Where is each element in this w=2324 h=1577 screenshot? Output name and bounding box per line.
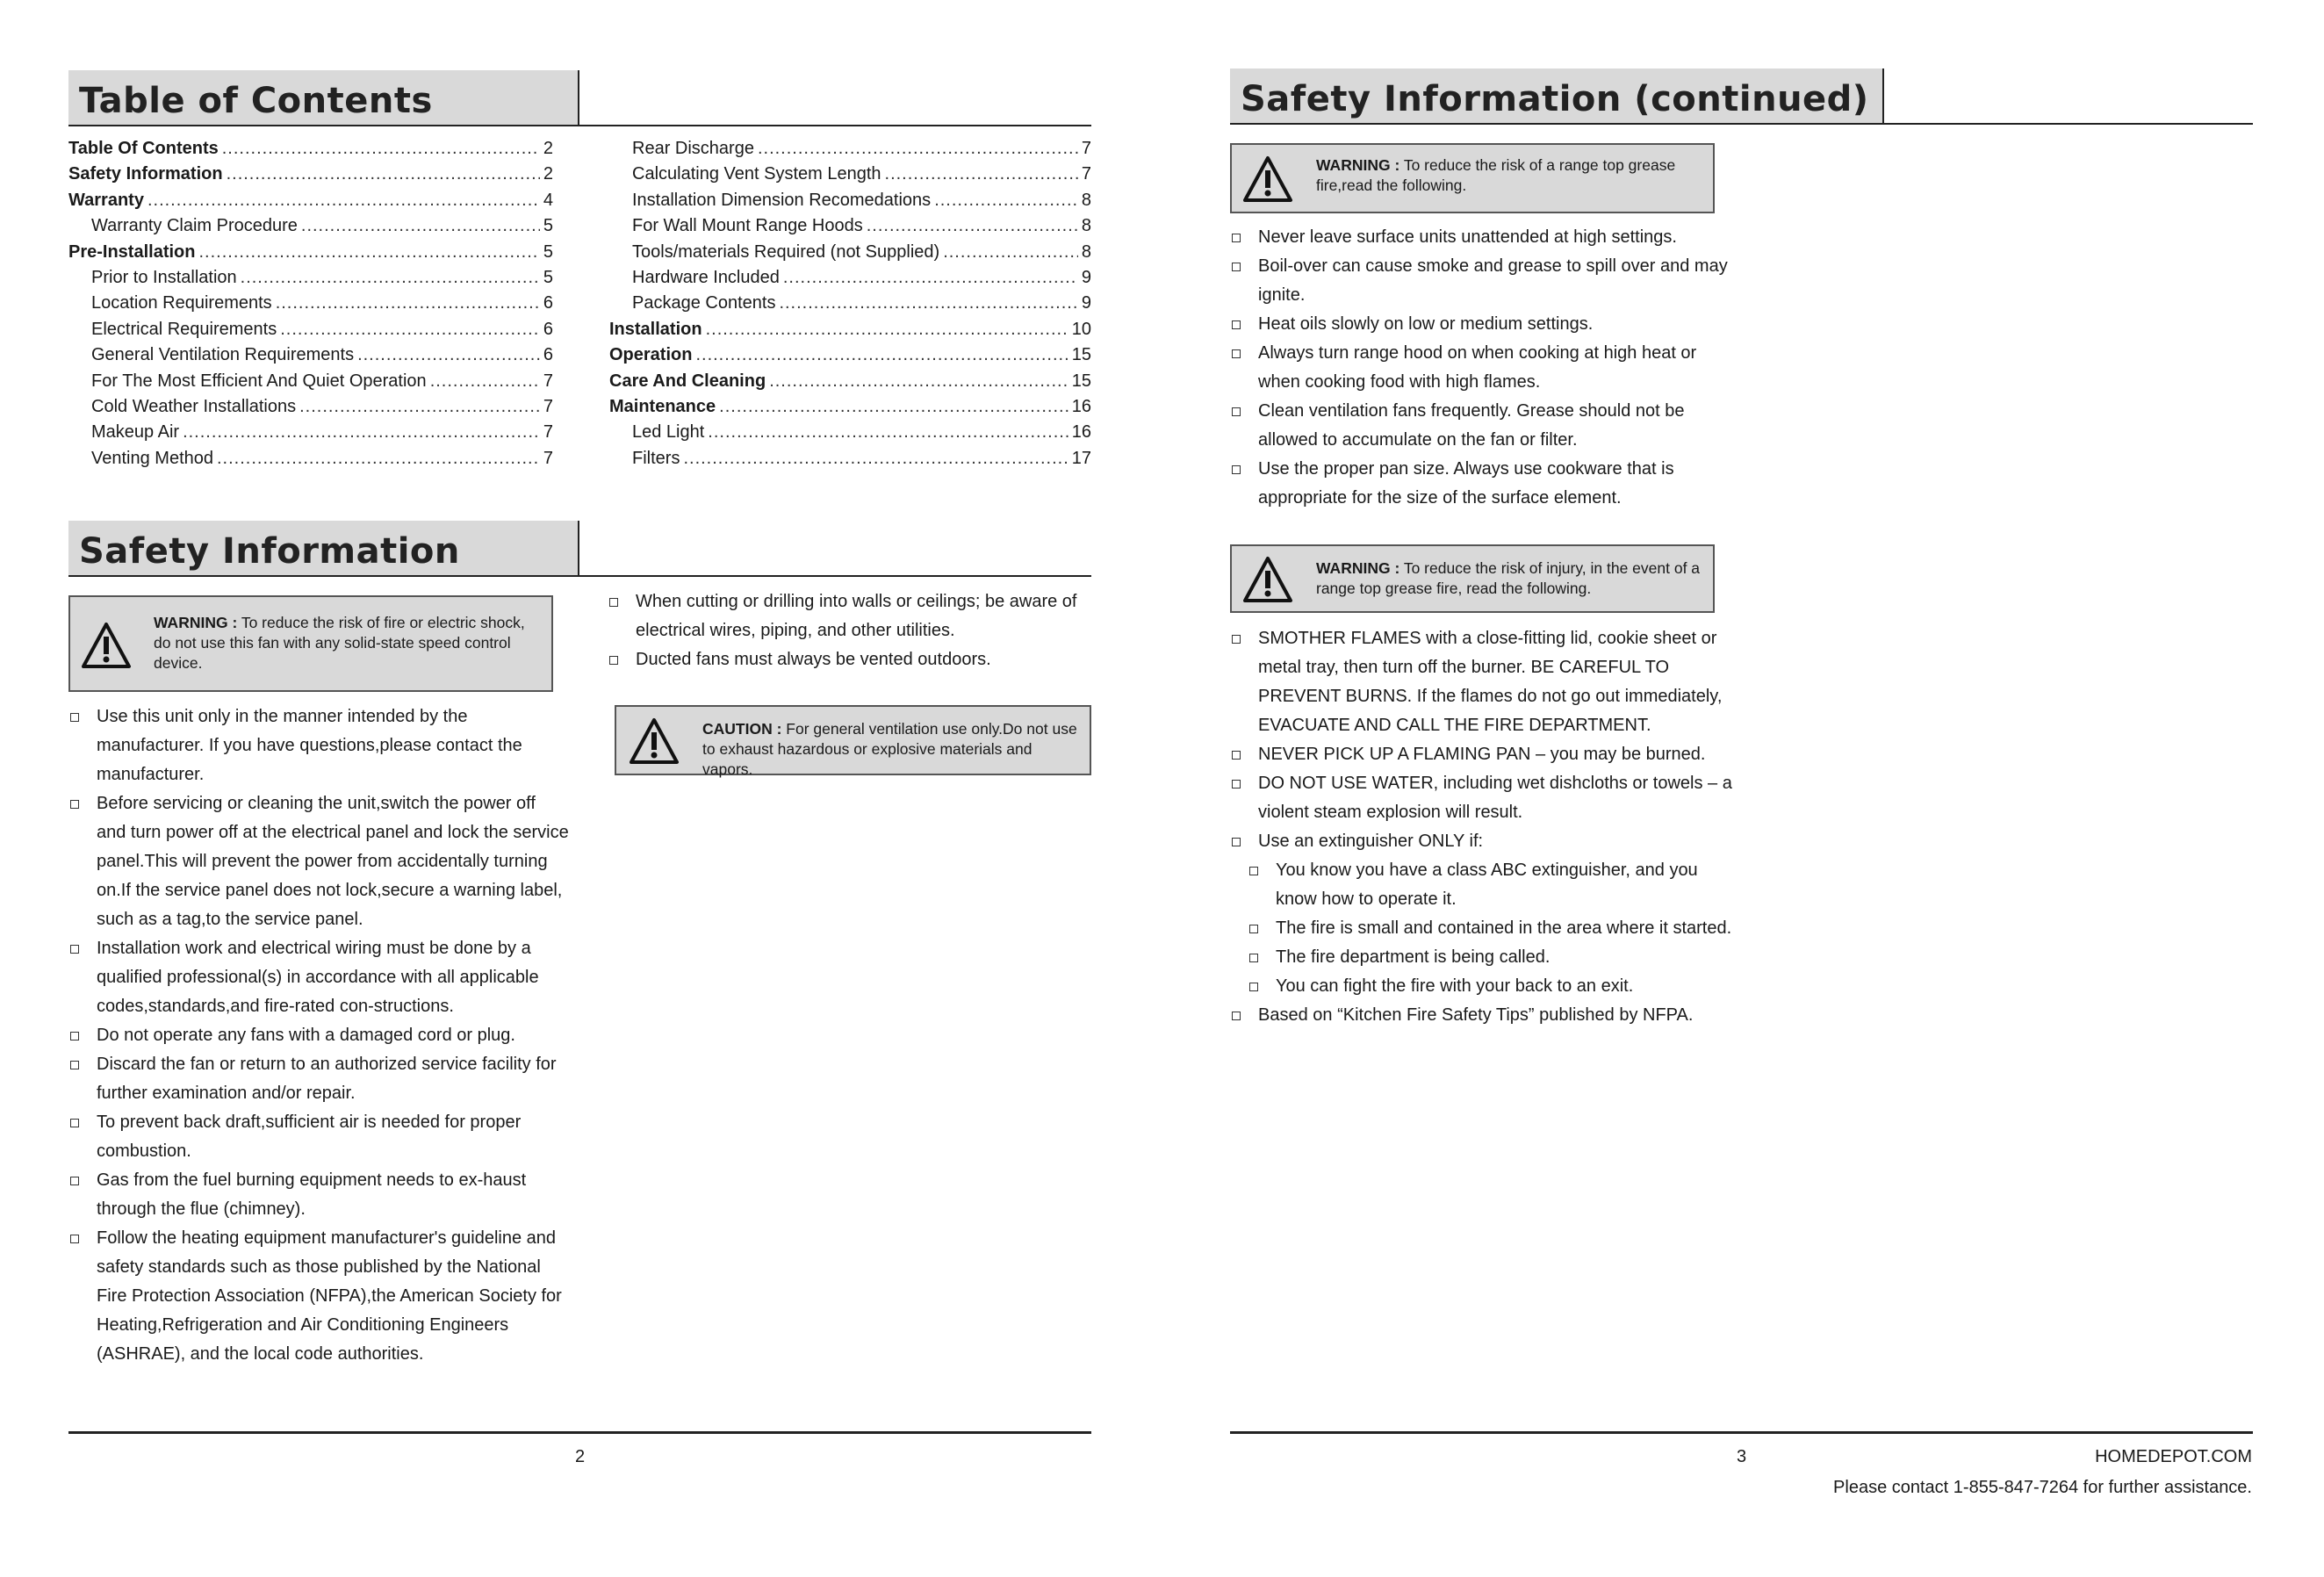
toc-header [68,70,1091,126]
checkbox-bullet-icon [70,713,79,722]
warning2-text: To reduce the risk of a range top grease fire,read the following. [1316,156,1676,194]
toc-entry-page: 5 [543,241,553,262]
checkbox-bullet-icon [1232,780,1241,788]
checkbox-bullet-icon [1232,407,1241,416]
caution-label: CAUTION : [702,720,782,738]
toc-column-2 [609,139,1091,474]
checkbox-bullet-icon [70,1061,79,1069]
bullet-item [1230,339,1739,397]
toc-entry-label: Location Requirements [91,293,272,313]
toc-entry-label: Care And Cleaning [609,371,766,391]
checkbox-bullet-icon [70,1032,79,1041]
toc-title: Table of Contents [79,81,433,121]
footer-contact: Please contact 1-855-847-7264 for further assistance. [1833,1478,2252,1497]
bullet-item [1230,914,1739,943]
toc-entry-page: 5 [543,216,553,236]
checkbox-bullet-icon [70,1119,79,1127]
bullet-item [1230,769,1739,827]
toc-entry[interactable] [609,191,1091,216]
safety-title: Safety Information [79,531,460,572]
toc-leader-dots [183,422,540,443]
toc-entry-page: 10 [1071,319,1091,339]
checkbox-bullet-icon [1232,635,1241,644]
toc-entry-label: Pre-Installation [68,241,196,262]
toc-leader-dots [299,397,540,417]
toc-entry[interactable] [68,216,553,241]
bullet-text: Follow the heating equipment manufacturer's guideline and safety standards such as those published by the National Fire Protection Association (NFPA),the American Society for Heating,Refrigeration and Air Conditioning Engineers (ASHRAE), and the local code authorities. [97,1228,562,1364]
toc-entry-label: Hardware Included [632,267,780,287]
bullet-item [1230,223,1739,252]
toc-leader-dots [222,139,540,159]
toc-leader-dots [217,449,540,469]
toc-entry[interactable] [68,191,553,216]
bullet-text: Heat oils slowly on low or medium settings. [1258,314,1594,334]
toc-leader-dots [357,345,540,365]
bullet-item [1230,455,1739,513]
bullet-text: To prevent back draft,sufficient air is needed for proper combustion. [97,1113,522,1161]
toc-entry-page: 6 [543,293,553,313]
checkbox-bullet-icon [70,945,79,954]
toc-entry-label: Table Of Contents [68,139,219,158]
toc-entry-label: Warranty [68,190,144,210]
checkbox-bullet-icon [1232,263,1241,271]
toc-column-1 [68,139,553,474]
bullet-item [608,587,1099,645]
bullet-item [1230,1001,1739,1030]
toc-entry[interactable] [609,293,1091,319]
bullet-text: Ducted fans must always be vented outdoors. [636,650,991,669]
checkbox-bullet-icon [1249,867,1258,875]
bullet-item [1230,943,1739,972]
bullet-text: The fire is small and contained in the area where it started. [1276,918,1732,938]
toc-leader-dots [430,371,540,392]
toc-entry[interactable] [68,397,553,422]
bullet-item [1230,740,1739,769]
toc-leader-dots [934,191,1078,211]
checkbox-bullet-icon [1232,234,1241,242]
bullet-item [68,1050,569,1108]
bullet-text: Gas from the fuel burning equipment needs to ex-haust through the flue (chimney). [97,1170,527,1219]
checkbox-bullet-icon [1232,465,1241,474]
bullet-text: Use an extinguisher ONLY if: [1258,832,1484,851]
toc-leader-dots [301,216,540,236]
toc-entry[interactable] [609,345,1091,371]
toc-entry[interactable] [68,371,553,397]
toc-entry-page: 6 [543,319,553,339]
toc-leader-dots [885,164,1078,184]
bullet-text: Before servicing or cleaning the unit,switch the power off and turn power off at the electrical panel and lock the service panel.This will prevent the power from accidentally turning on.If the service panel does not lock,secure a warning label, such as a tag,to the service panel. [97,794,569,929]
toc-entry[interactable] [68,268,553,293]
toc-entry[interactable] [609,320,1091,345]
toc-entry-page: 5 [543,267,553,287]
toc-entry-page: 9 [1081,267,1091,287]
bullet-text: Never leave surface units unattended at high settings. [1258,227,1677,247]
toc-leader-dots [147,191,540,211]
toc-entry[interactable] [609,164,1091,190]
toc-entry-label: Makeup Air [91,422,180,443]
toc-entry-label: Maintenance [609,396,716,416]
safety-list-col2 [608,587,1099,674]
bullet-item [1230,252,1739,310]
checkbox-bullet-icon [1232,320,1241,329]
bullet-item [1230,624,1739,740]
toc-entry-label: Venting Method [91,448,213,468]
bullet-text: Clean ventilation fans frequently. Grease should not be allowed to accumulate on the fan or filter. [1258,401,1685,450]
toc-entry[interactable] [609,371,1091,397]
checkbox-bullet-icon [70,1177,79,1185]
toc-entry[interactable] [609,242,1091,268]
toc-entry-page: 4 [543,190,553,210]
checkbox-bullet-icon [1249,954,1258,962]
safety-continued-header [1230,68,2253,125]
toc-leader-dots [783,268,1078,288]
right-page-number: 3 [1737,1447,1747,1466]
bullet-text: Use the proper pan size. Always use cookware that is appropriate for the size of the surface element. [1258,459,1674,508]
bullet-item [1230,856,1739,914]
toc-entry-page: 15 [1071,371,1091,391]
bullet-text: You can fight the fire with your back to an exit. [1276,976,1634,996]
toc-entry-page: 15 [1071,345,1091,365]
bullet-text: Based on “Kitchen Fire Safety Tips” published by NFPA. [1258,1005,1694,1025]
bullet-item [68,1166,569,1224]
bullet-item [1230,972,1739,1001]
toc-entry[interactable] [68,422,553,448]
toc-entry-page: 6 [543,345,553,365]
bullet-text: Always turn range hood on when cooking at high heat or when cooking food with high flames. [1258,343,1697,392]
bullet-text: DO NOT USE WATER, including wet dishcloths or towels – a violent steam explosion will result. [1258,774,1732,822]
toc-entry[interactable] [68,164,553,190]
toc-leader-dots [758,139,1078,159]
toc-entry[interactable] [609,422,1091,448]
toc-leader-dots [779,293,1077,313]
checkbox-bullet-icon [1232,349,1241,358]
toc-entry-label: Rear Discharge [632,139,754,158]
toc-entry-page: 16 [1071,422,1091,443]
toc-entry-page: 17 [1071,448,1091,468]
toc-leader-dots [769,371,1068,392]
bullet-item [1230,310,1739,339]
bullet-item [68,1108,569,1166]
warning-icon [1242,556,1293,603]
toc-entry[interactable] [68,345,553,371]
toc-entry-label: Safety Information [68,164,223,184]
checkbox-bullet-icon [70,800,79,809]
toc-entry-page: 7 [543,448,553,468]
toc-leader-dots [867,216,1078,236]
bullet-text: Discard the fan or return to an authorized service facility for further examination and/or repair. [97,1055,557,1103]
toc-entry-page: 7 [543,422,553,443]
toc-entry-page: 2 [543,139,553,158]
bullet-text: You know you have a class ABC extinguisher, and you know how to operate it. [1276,861,1698,909]
toc-entry-label: Tools/materials Required (not Supplied) [632,241,940,262]
bullet-text: The fire department is being called. [1276,947,1551,967]
toc-entry-page: 8 [1081,241,1091,262]
toc-entry-label: For The Most Efficient And Quiet Operation [91,371,427,391]
warning-injury [1230,544,1715,613]
toc-entry[interactable] [609,216,1091,241]
toc-entry-label: Calculating Vent System Length [632,164,881,184]
warning1-text: To reduce the risk of fire or electric shock, do not use this fan with any solid-state speed control device. [154,614,525,672]
left-page-number: 2 [575,1447,586,1466]
toc-leader-dots [227,164,540,184]
toc-leader-dots [683,449,1068,469]
toc-entry-label: Installation [609,319,702,339]
footer-site: HOMEDEPOT.COM [2095,1447,2252,1466]
warning3-text: To reduce the risk of injury, in the event of a range top grease fire, read the following. [1316,559,1701,597]
toc-leader-dots [706,320,1068,340]
bullet-text: Do not operate any fans with a damaged cord or plug. [97,1026,515,1045]
toc-entry-page: 2 [543,164,553,184]
warning-icon [1242,155,1293,203]
checkbox-bullet-icon [1232,751,1241,760]
caution-text: For general ventilation use only.Do not use to exhaust hazardous or explosive materials and vapors. [702,720,1077,778]
toc-leader-dots [276,293,540,313]
bullet-text: Use this unit only in the manner intended by the manufacturer. If you have questions,please contact the manufacturer. [97,707,522,784]
checkbox-bullet-icon [609,598,618,607]
safety-continued-title: Safety Information (continued) [1241,79,1869,119]
checkbox-bullet-icon [1249,983,1258,991]
toc-entry[interactable] [609,268,1091,293]
caution-box [615,705,1091,778]
toc-leader-dots [280,320,540,340]
toc-leader-dots [198,242,539,263]
toc-entry-page: 9 [1081,293,1091,313]
toc-entry[interactable] [68,293,553,319]
bullet-item [1230,827,1739,856]
bullet-item [1230,397,1739,455]
checkbox-bullet-icon [609,656,618,665]
toc-entry-label: Installation Dimension Recomedations [632,190,932,210]
toc-entry-page: 16 [1071,396,1091,416]
toc-entry-label: General Ventilation Requirements [91,345,355,365]
toc-entry[interactable] [609,449,1091,474]
toc-entry-label: Operation [609,345,693,365]
toc-entry[interactable] [68,139,553,164]
warning-icon [81,622,132,669]
toc-entry-page: 7 [543,396,553,416]
bullet-text: Installation work and electrical wiring must be done by a qualified professional(s) in accordance with all applicable codes,standards,and fire-rated con-structions. [97,939,539,1016]
safety-list-col1 [68,702,569,1369]
checkbox-bullet-icon [70,1235,79,1243]
toc-entry-label: Electrical Requirements [91,319,277,339]
toc-entry[interactable] [609,139,1091,164]
bullet-text: SMOTHER FLAMES with a close-fitting lid, cookie sheet or metal tray, then turn off the burner. BE CAREFUL TO PREVENT BURNS. If the flames do not go out immediately, EVACUATE AND CALL THE FIRE DEPARTMENT. [1258,629,1723,735]
toc-entry-page: 7 [543,371,553,391]
bullet-item [68,1021,569,1050]
bullet-item [68,934,569,1021]
safety-continued-list2 [1230,624,1739,1030]
toc-entry-label: Package Contents [632,293,776,313]
toc-entry-label: Led Light [632,422,705,443]
toc-entry-page: 8 [1081,216,1091,236]
warning-fire-shock [68,595,553,692]
toc-entry[interactable] [68,320,553,345]
toc-leader-dots [695,345,1068,365]
toc-entry-label: Prior to Installation [91,267,237,287]
toc-leader-dots [719,397,1068,417]
bullet-item [68,1224,569,1369]
toc-entry[interactable] [68,449,553,474]
toc-leader-dots [708,422,1068,443]
checkbox-bullet-icon [1232,838,1241,846]
toc-leader-dots [943,242,1078,263]
toc-entry-label: Cold Weather Installations [91,396,297,416]
toc-entry-page: 7 [1081,139,1091,158]
toc-leader-dots [241,268,540,288]
bullet-text: Boil-over can cause smoke and grease to spill over and may ignite. [1258,256,1728,305]
bullet-item [68,702,569,789]
checkbox-bullet-icon [1232,1012,1241,1020]
caution-icon [629,717,680,765]
bullet-item [608,645,1099,674]
bullet-text: When cutting or drilling into walls or ceilings; be aware of electrical wires, piping, and other utilities. [636,592,1077,640]
right-footer-rule [1230,1431,2253,1434]
toc-entry[interactable] [609,397,1091,422]
toc-entry-page: 8 [1081,190,1091,210]
safety-header [68,521,1091,577]
bullet-item [68,789,569,934]
toc-entry-label: Warranty Claim Procedure [91,216,298,236]
toc-entry-label: For Wall Mount Range Hoods [632,216,863,236]
toc-entry-label: Filters [632,448,680,468]
warning1-label: WARNING : [154,614,238,631]
safety-continued-list1 [1230,223,1739,513]
warning-grease-fire [1230,143,1715,213]
left-footer-rule [68,1431,1091,1434]
toc-entry[interactable] [68,242,553,268]
warning3-label: WARNING : [1316,559,1400,577]
checkbox-bullet-icon [1249,925,1258,933]
warning2-label: WARNING : [1316,156,1400,174]
toc-entry-page: 7 [1081,164,1091,184]
bullet-text: NEVER PICK UP A FLAMING PAN – you may be burned. [1258,745,1706,764]
